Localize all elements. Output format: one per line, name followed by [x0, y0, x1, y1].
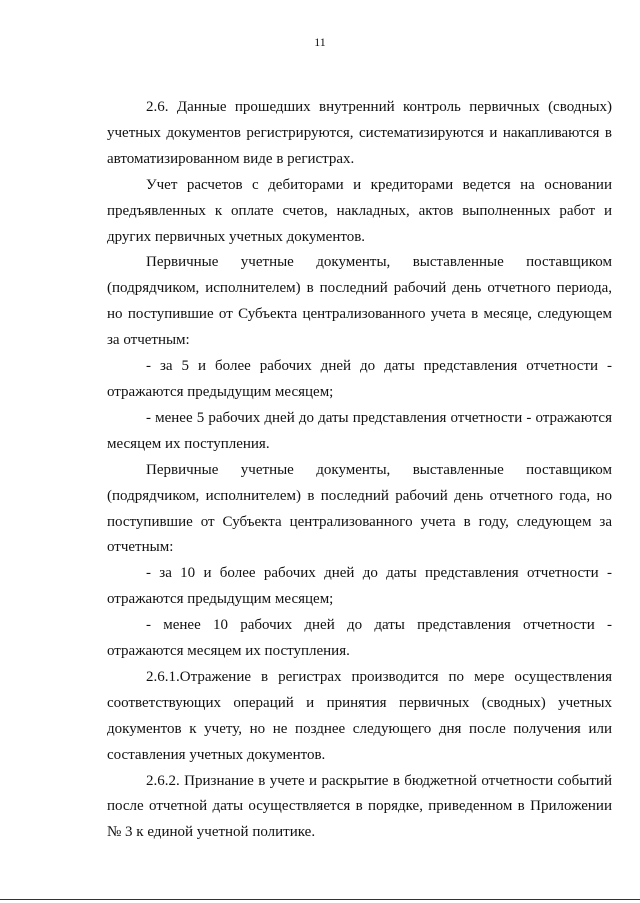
- list-item-10-days-or-more: - за 10 и более рабочих дней до даты представления отчетности - отражаются предыдущим месяцем;: [107, 565, 612, 608]
- paragraph-year-documents: Первичные учетные документы, выставленные поставщиком (подрядчиком, исполнителем) в последний рабочий день отчетного года, но поступившие от Субъекта централизованного учета в году, следующем за отчетным:: [107, 461, 612, 556]
- paragraph-2-6-2: 2.6.2. Признание в учете и раскрытие в бюджетной отчетности событий после отчетной даты осуществляется в порядке, приведенном в Приложении № 3 к единой учетной политике.: [107, 772, 612, 841]
- paragraph-period-documents: Первичные учетные документы, выставленные поставщиком (подрядчиком, исполнителем) в последний рабочий день отчетного периода, но поступившие от Субъекта централизованного учета в месяце, следующем за отчетным:: [107, 254, 612, 349]
- document-body: [107, 95, 612, 846]
- page-number: 11: [314, 35, 326, 49]
- paragraph-2-6: 2.6. Данные прошедших внутренний контроль первичных (сводных) учетных документов регистрируются, систематизируются и накапливаются в автоматизированном виде в регистрах.: [107, 99, 612, 167]
- list-item-5-days-or-more: - за 5 и более рабочих дней до даты представления отчетности - отражаются предыдущим месяцем;: [107, 358, 612, 400]
- bottom-rule: [0, 899, 640, 900]
- paragraph-settlements: Учет расчетов с дебиторами и кредиторами ведется на основании предъявленных к оплате счетов, накладных, актов выполненных работ и других первичных учетных документов.: [107, 176, 612, 245]
- list-item-less-than-5-days: - менее 5 рабочих дней до даты представления отчетности - отражаются месяцем их поступления.: [107, 409, 612, 452]
- list-item-less-than-10-days: - менее 10 рабочих дней до даты представления отчетности - отражаются месяцем их поступления.: [107, 617, 612, 660]
- paragraph-2-6-1: 2.6.1.Отражение в регистрах производится по мере осуществления соответствующих операций и принятия первичных (сводных) учетных документов к учету, но не позднее следующего дня после получения или составления учетных документов.: [107, 668, 612, 763]
